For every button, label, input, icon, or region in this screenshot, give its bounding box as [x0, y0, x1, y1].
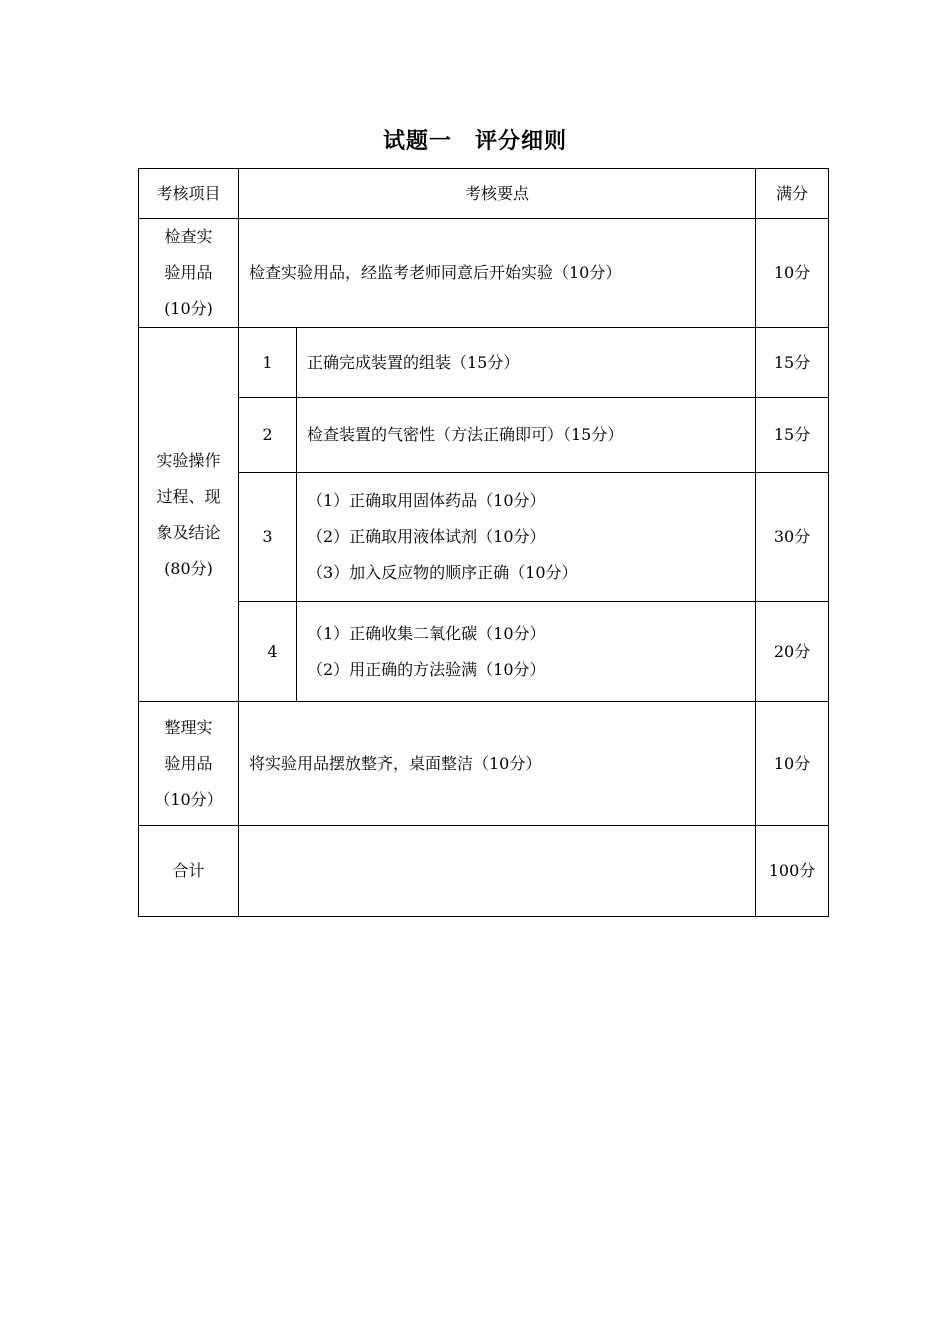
- tidy-item-line: 整理实: [164, 717, 213, 737]
- step-score: 15分: [756, 398, 829, 473]
- operation-item-line: 实验操作: [156, 450, 221, 470]
- row-step-4: [139, 602, 829, 702]
- step-score: 30分: [756, 473, 829, 602]
- row-tidy: [139, 702, 829, 826]
- scoring-table: [138, 168, 829, 917]
- step-desc-line: （1）正确收集二氧化碳（10分）: [307, 623, 546, 643]
- tidy-desc: 将实验用品摆放整齐，桌面整洁（10分）: [239, 702, 756, 826]
- tidy-item: [139, 702, 239, 826]
- step-desc: [297, 473, 756, 602]
- check-item-line: 检查实: [164, 227, 213, 246]
- row-total: [139, 826, 829, 917]
- operation-item-line: (80分): [164, 558, 213, 578]
- step-desc: 正确完成装置的组装（15分）: [297, 328, 756, 398]
- operation-item: [139, 328, 239, 702]
- header-row: [139, 169, 829, 219]
- step-score: 15分: [756, 328, 829, 398]
- check-item-line: 验用品: [164, 263, 213, 282]
- page-title: 试题一 评分细则: [382, 129, 567, 154]
- step-score: 20分: [756, 602, 829, 702]
- step-desc-line: （3）加入反应物的顺序正确（10分）: [307, 563, 578, 582]
- total-score: 100分: [756, 826, 829, 917]
- tidy-item-line: 验用品: [164, 753, 213, 773]
- header-item: 考核项目: [139, 169, 239, 219]
- step-desc-line: （2）用正确的方法验满（10分）: [307, 659, 546, 679]
- tidy-score: 10分: [756, 702, 829, 826]
- check-desc: 检查实验用品，经监考老师同意后开始实验（10分）: [239, 219, 756, 328]
- step-number: 3: [239, 473, 297, 602]
- step-desc-line: （2）正确取用液体试剂（10分）: [307, 527, 546, 546]
- header-score: 满分: [756, 169, 829, 219]
- check-score: 10分: [756, 219, 829, 328]
- operation-item-line: 象及结论: [156, 522, 221, 542]
- step-desc: [297, 602, 756, 702]
- row-check: [139, 219, 829, 328]
- row-step-2: [139, 398, 829, 473]
- row-step-1: [139, 328, 829, 398]
- check-item-line: (10分): [164, 299, 213, 318]
- header-points: 考核要点: [239, 169, 756, 219]
- check-item: [139, 219, 239, 328]
- step-number: 1: [239, 328, 297, 398]
- step-number: 4: [239, 602, 297, 702]
- step-desc: 检查装置的气密性（方法正确即可）（15分）: [297, 398, 756, 473]
- total-item: 合计: [139, 826, 239, 917]
- total-desc: [239, 826, 756, 917]
- operation-item-line: 过程、现: [156, 486, 221, 506]
- step-desc-line: （1）正确取用固体药品（10分）: [307, 491, 546, 510]
- row-step-3: [139, 473, 829, 602]
- tidy-item-line: （10分）: [154, 789, 223, 809]
- step-number: 2: [239, 398, 297, 473]
